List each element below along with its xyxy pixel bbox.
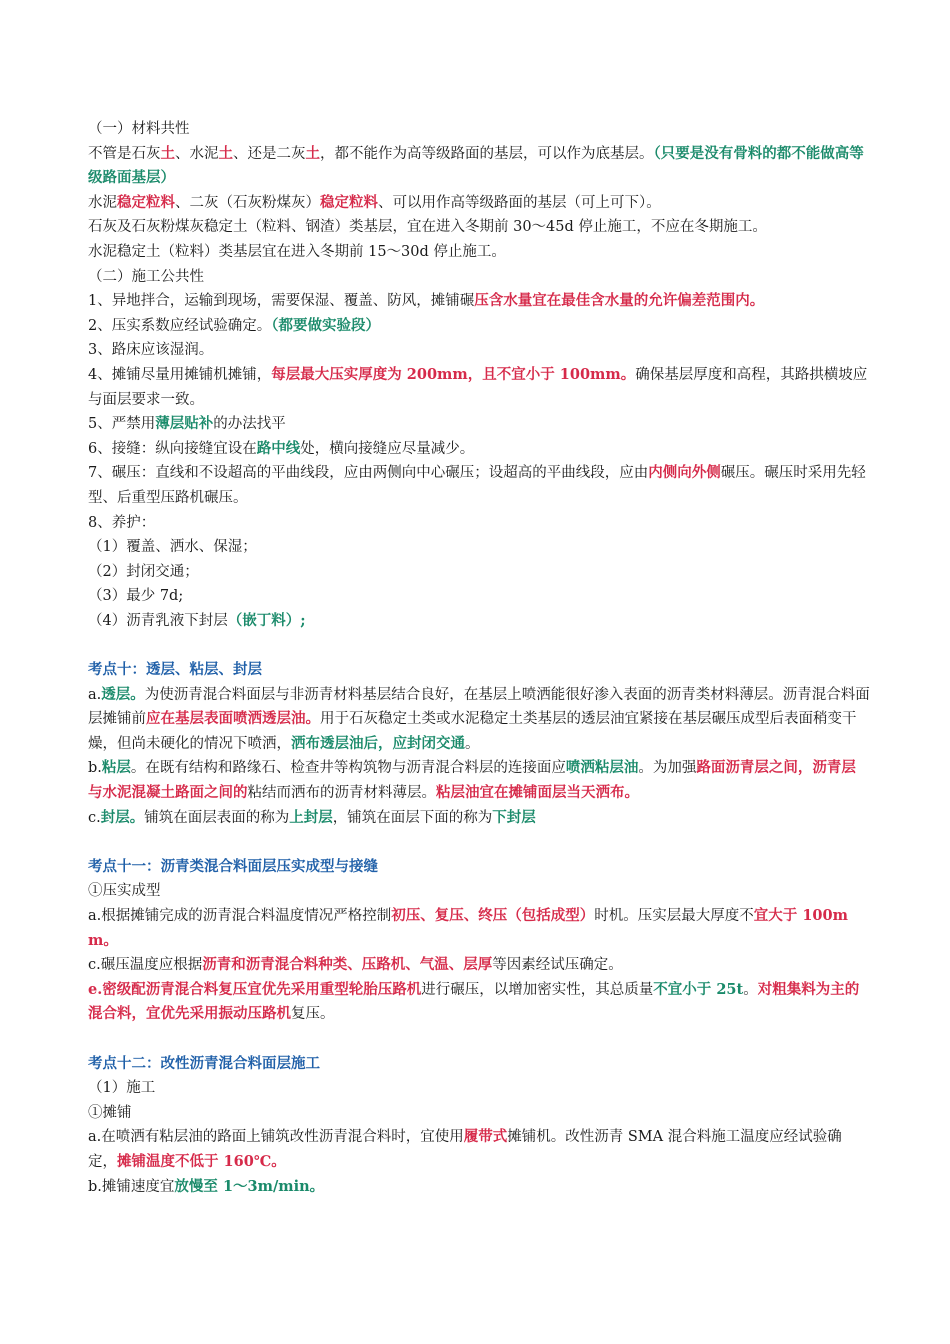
text-line (88, 904, 870, 953)
text-line (88, 535, 870, 560)
text-segment: 的办法找平 (213, 416, 286, 433)
text-segment: 、二灰（石灰粉煤灰） (175, 194, 320, 211)
text-segment: a.根据摊铺完成的沥青混合料温度情况严格控制 (88, 908, 392, 924)
text-segment: （4）沥青乳液下封层 (88, 612, 228, 629)
highlighted-text: （都要做实验段） (271, 316, 380, 334)
highlighted-text: 对粗集料为主的混合料，宜优先采用振动压路机 (88, 980, 860, 1023)
text-segment: c.碾压温度应根据 (88, 957, 203, 974)
text-segment: 5、严禁用 (88, 416, 156, 433)
text-line (88, 609, 870, 634)
text-line (88, 215, 870, 240)
highlighted-text: 透层。 (101, 685, 145, 703)
highlighted-text: 喷洒粘层油 (565, 759, 639, 777)
highlighted-text: 封层。 (100, 808, 145, 826)
text-line (88, 240, 870, 265)
text-line (88, 1175, 870, 1200)
text-segment: 、水泥 (175, 145, 219, 162)
highlighted-text: 宜大于 100mm。 (88, 907, 848, 949)
highlighted-text: e.密级配沥青混合料复压宜优先采用重型轮胎压路机 (88, 980, 422, 998)
text-segment: 。为加强 (638, 760, 697, 777)
text-segment: 8、养护： (88, 514, 156, 531)
text-line (88, 265, 870, 290)
text-line (88, 1101, 870, 1126)
text-line (88, 1076, 870, 1101)
text-segment: b. (88, 760, 102, 777)
highlighted-text: 下封层 (492, 808, 536, 826)
highlighted-text: 摊铺温度不低于 160℃。 (117, 1152, 286, 1170)
text-segment: 2、压实系数应经试验确定。 (88, 317, 272, 334)
highlighted-text: 路面沥青层之间，沥青层与水泥混凝土路面之间的 (88, 759, 856, 802)
text-line (88, 142, 870, 191)
text-line (88, 584, 870, 609)
text-segment: ①压实成型 (88, 883, 161, 900)
text-segment: 时机。压实层最大厚度不 (594, 908, 754, 924)
text-segment: 等因素经试压确定。 (492, 957, 623, 974)
text-line (88, 953, 870, 978)
text-segment: a. (88, 686, 102, 703)
text-line (88, 511, 870, 536)
document-body (88, 117, 870, 1199)
text-segment: 处，横向接缝应尽量减少。 (300, 440, 475, 457)
text-segment: 4、摊铺尽量用摊铺机摊铺， (88, 366, 272, 383)
highlighted-text: 稳定粒料 (117, 193, 175, 211)
text-segment: 3、路床应该湿润。 (88, 342, 214, 359)
text-line (88, 806, 870, 831)
text-segment: 水泥 (88, 194, 117, 211)
text-segment: c. (88, 809, 101, 826)
text-line (88, 437, 870, 462)
section-heading (88, 658, 870, 683)
text-segment: 、还是二灰 (233, 145, 306, 162)
text-line (88, 363, 870, 412)
text-segment: 为使沥青混合料面层与非沥青材料基层结合良好，在基层上喷洒能很好渗入表面的沥青类材料薄层。沥青混合料面层摊铺前 (88, 686, 870, 728)
text-line (88, 560, 870, 585)
highlighted-text: 土 (305, 144, 320, 162)
highlighted-text: 粘层油宜在摊铺面层当天洒布。 (436, 784, 639, 802)
text-line (88, 314, 870, 339)
text-segment: 考点十二：改性沥青混合料面层施工 (88, 1054, 320, 1072)
text-segment: （2）封闭交通； (88, 563, 199, 580)
text-line (88, 117, 870, 142)
highlighted-text: 每层最大压实厚度为 200mm，且不宜小于 100mm。 (271, 365, 636, 383)
text-segment: 水泥稳定土（粒料）类基层宜在进入冬期前 15～30d 停止施工。 (88, 243, 506, 260)
highlighted-text: 洒布透层油后，应封闭交通 (291, 734, 465, 752)
text-segment: 。在既有结构和路缘石、检查井等构筑物与沥青混合料层的连接面应 (130, 760, 566, 777)
text-segment: 考点十：透层、粘层、封层 (88, 661, 262, 679)
text-segment: 铺筑在面层表面的称为 (144, 809, 290, 826)
highlighted-text: 内侧向外侧 (648, 464, 721, 482)
text-segment: 确保基层厚度和高程，其路拱横坡应与面层要求一致。 (88, 366, 868, 408)
text-segment: 。 (465, 735, 480, 752)
text-segment: 1、异地拌合，运输到现场，需要保湿、覆盖、防风，摊铺碾 (88, 293, 475, 310)
text-segment: （一）材料共性 (88, 121, 190, 137)
text-segment: 进行碾压，以增加密实性，其总质量 (421, 981, 654, 998)
text-segment: 7、碾压：直线和不设超高的平曲线段，应由两侧向中心碾压；设超高的平曲线段，应由 (88, 465, 649, 482)
highlighted-text: （只要是没有骨料的都不能做高等级路面基层） (88, 144, 864, 187)
highlighted-text: 不宜小于 25t (653, 980, 744, 998)
highlighted-text: 土 (218, 144, 233, 162)
text-segment: 考点十一：沥青类混合料面层压实成型与接缝 (88, 857, 378, 875)
text-segment: ，铺筑在面层下面的称为 (332, 809, 493, 826)
paragraph-gap (88, 1027, 870, 1052)
text-segment: 碾压。碾压时采用先轻型、后重型压路机碾压。 (88, 465, 866, 506)
section-heading (88, 1052, 870, 1077)
text-line (88, 412, 870, 437)
text-segment: 石灰及石灰粉煤灰稳定土（粒料、钢渣）类基层，宜在进入冬期前 30～45d 停止施工，不应在冬期施工。 (88, 219, 767, 236)
highlighted-text: 履带式 (463, 1128, 508, 1146)
text-segment: ，都不能作为高等级路面的基层，可以作为底基层。 (320, 145, 654, 162)
text-segment: （3）最少 7d; (88, 588, 184, 605)
text-line (88, 879, 870, 904)
paragraph-gap (88, 633, 870, 658)
text-line (88, 191, 870, 216)
text-segment: （1）施工 (88, 1080, 156, 1097)
text-segment: 摊铺机。改性沥青 SMA 混合料施工温度应经试验确定， (88, 1129, 842, 1170)
text-segment: 。 (743, 981, 758, 998)
text-segment: 复压。 (291, 1006, 335, 1023)
text-segment: ①摊铺 (88, 1104, 132, 1121)
highlighted-text: 压含水量宜在最佳含水量的允许偏差范围内。 (474, 292, 765, 310)
highlighted-text: 土 (160, 144, 175, 162)
text-segment: 、可以用作高等级路面的基层（可上可下）。 (378, 194, 661, 211)
highlighted-text: 路中线 (256, 439, 301, 457)
text-segment: b.摊铺速度宜 (88, 1178, 175, 1195)
text-segment: 粘结而洒布的沥青材料薄层。 (247, 785, 436, 802)
text-line (88, 756, 870, 805)
section-heading (88, 855, 870, 880)
text-segment: 不管是石灰 (88, 145, 161, 162)
text-line (88, 978, 870, 1027)
text-line (88, 1125, 870, 1174)
text-line (88, 683, 870, 757)
text-line (88, 461, 870, 510)
text-segment: （二）施工公共性 (88, 268, 204, 285)
text-segment: 用于石灰稳定土类或水泥稳定土类基层的透层油宜紧接在基层碾压成型后表面稍变干燥，但尚未硬化的情况下喷洒， (88, 711, 857, 752)
text-segment: a.在喷洒有粘层油的路面上铺筑改性沥青混合料时，宜使用 (88, 1129, 464, 1146)
highlighted-text: 粘层 (101, 759, 131, 777)
text-segment: 6、接缝：纵向接缝宜设在 (88, 440, 257, 457)
highlighted-text: 放慢至 1～3m/min。 (174, 1177, 325, 1195)
highlighted-text: 薄层贴补 (155, 415, 214, 433)
text-line (88, 338, 870, 363)
text-line (88, 289, 870, 314)
highlighted-text: 稳定粒料 (320, 193, 378, 211)
highlighted-text: 初压、复压、终压（包括成型） (391, 907, 595, 924)
highlighted-text: 应在基层表面喷洒透层油。 (146, 710, 320, 728)
highlighted-text: 沥青和沥青混合料种类、压路机、气温、层厚 (202, 956, 493, 974)
highlighted-text: 上封层 (289, 808, 333, 826)
paragraph-gap (88, 830, 870, 855)
text-segment: （1）覆盖、洒水、保湿； (88, 539, 257, 556)
highlighted-text: （嵌丁料）; (227, 611, 306, 629)
